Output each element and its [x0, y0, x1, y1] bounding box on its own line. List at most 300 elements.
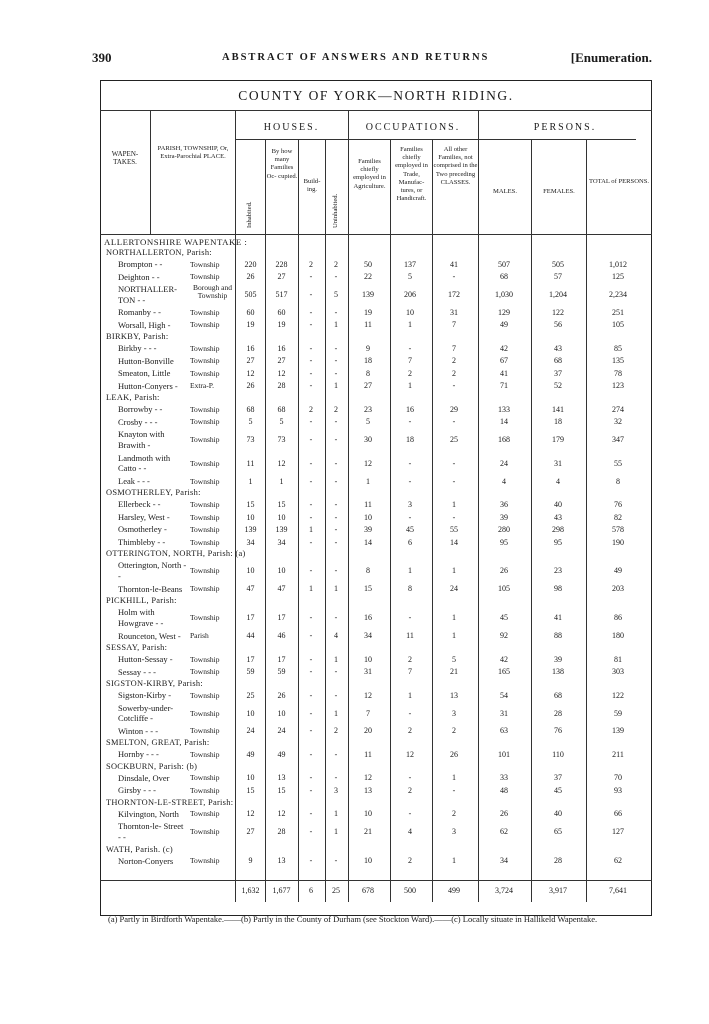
divider [298, 139, 299, 902]
cell-inh: 10 [246, 512, 255, 522]
parish-group-label: OTTERINGTON, NORTH, Parish: (a) [106, 549, 246, 559]
cell-f: 18 [554, 417, 562, 427]
cell-un: - [334, 690, 338, 700]
cell-inh: 27 [246, 356, 255, 366]
rule [100, 880, 652, 881]
cell-t: 251 [612, 307, 624, 317]
cell-inh: 16 [246, 343, 255, 353]
cell-agr: 27 [364, 381, 372, 391]
cell-trd: - [408, 613, 412, 623]
divider [265, 139, 266, 902]
place-type: Township [190, 368, 220, 378]
cell-trd: 2 [408, 856, 412, 866]
place-name: Brompton - - [118, 259, 163, 269]
cell-t: 203 [612, 584, 624, 594]
cell-fam: 46 [277, 631, 286, 641]
cell-m: 34 [500, 856, 508, 866]
cell-oth: 1 [452, 566, 456, 576]
divider [348, 110, 349, 902]
cell-oth: - [452, 476, 456, 486]
cell-un: 2 [334, 726, 338, 736]
cell-trd: - [408, 417, 412, 427]
cell-t: 127 [612, 827, 624, 837]
cell-trd: 18 [406, 435, 414, 445]
place-type: Township [190, 584, 220, 594]
cell-agr: 15 [364, 584, 372, 594]
cell-m: 39 [500, 512, 508, 522]
cell-inh: 15 [246, 785, 255, 795]
cell-bld: - [309, 512, 313, 522]
cell-t: 190 [612, 537, 624, 547]
cell-agr: 11 [364, 320, 372, 330]
cell-oth: 21 [450, 667, 458, 677]
place-name: Hornby - - - [118, 749, 159, 760]
total-agr: 678 [362, 886, 374, 895]
cell-m: 63 [500, 726, 508, 736]
cell-m: 42 [500, 654, 508, 664]
place-name: Ellerbeck - - [118, 499, 161, 510]
place-name: Landmoth with Catto - - [118, 452, 171, 474]
place-type: Township [190, 809, 220, 819]
cell-agr: 21 [364, 827, 372, 837]
cell-inh: 15 [246, 500, 255, 509]
cell-agr: 39 [364, 525, 372, 534]
total-t: 7,641 [609, 886, 627, 895]
cell-inh: 26 [246, 272, 255, 282]
cell-un: - [334, 856, 338, 866]
cell-bld: - [309, 307, 313, 317]
cell-bld: - [309, 708, 313, 718]
parish-group-label: NORTHALLERTON, Parish: [106, 248, 212, 257]
cell-inh: 10 [246, 708, 255, 718]
cell-f: 28 [554, 856, 562, 866]
cell-un: - [334, 749, 338, 759]
cell-oth: - [452, 785, 456, 795]
cell-inh: 220 [244, 259, 257, 269]
place-type: Township [190, 476, 220, 486]
cell-t: 578 [612, 525, 624, 534]
cell-trd: 11 [406, 631, 414, 641]
cell-t: 66 [614, 809, 622, 819]
cell-inh: 47 [246, 584, 255, 594]
cell-m: 101 [498, 749, 510, 759]
header-total: TOTAL of PERSONS. [588, 178, 650, 185]
cell-bld: 1 [309, 584, 313, 594]
divider [586, 139, 587, 902]
cell-un: 5 [334, 290, 338, 299]
cell-m: 31 [500, 708, 508, 718]
place-type: Township [190, 856, 220, 866]
total-f: 3,917 [549, 886, 567, 895]
place-type: Township [190, 749, 220, 759]
place-name: Thornton-le- Street - - [118, 821, 184, 842]
cell-un: 1 [334, 827, 338, 837]
cell-fam: 73 [277, 435, 286, 445]
cell-m: 45 [500, 613, 508, 623]
running-head [92, 48, 652, 68]
place-name: Borrowby - - [118, 404, 163, 415]
place-name: Holm with Howgrave - - [118, 607, 164, 628]
cell-inh: 26 [246, 381, 255, 391]
divider [531, 139, 532, 902]
cell-inh: 9 [248, 856, 253, 866]
place-name: Hutton-Conyers - [118, 380, 178, 391]
cell-inh: 24 [246, 726, 255, 736]
cell-t: 32 [614, 417, 622, 427]
cell-fam: 228 [275, 259, 288, 269]
cell-trd: 1 [408, 320, 412, 330]
cell-bld: - [309, 272, 313, 282]
header-wapentakes: WAPEN- TAKES. [111, 150, 139, 167]
divider [390, 139, 391, 902]
cell-trd: 1 [408, 381, 412, 391]
parish-group-label: THORNTON-LE-STREET, Parish: [106, 797, 234, 807]
cell-un: - [334, 356, 338, 366]
cell-inh: 12 [246, 368, 255, 378]
cell-f: 52 [554, 381, 562, 391]
divider [235, 110, 236, 902]
cell-inh: 17 [246, 613, 255, 623]
running-title: ABSTRACT OF ANSWERS AND RETURNS [222, 52, 490, 63]
cell-t: 211 [612, 749, 624, 759]
place-type: Township [190, 343, 220, 353]
cell-bld: - [309, 654, 313, 664]
cell-m: 4 [502, 476, 506, 486]
place-name: Smeaton, Little [118, 368, 171, 379]
cell-agr: 31 [364, 667, 372, 677]
place-name: Thornton-le-Beans [118, 583, 183, 594]
cell-oth: 13 [450, 690, 458, 700]
place-type: Township [190, 654, 220, 664]
place-name: Leak - - - [118, 475, 150, 486]
cell-oth: - [452, 381, 456, 391]
header-occupations: OCCUPATIONS. [365, 122, 461, 133]
cell-trd: 45 [406, 525, 414, 534]
cell-agr: 20 [364, 726, 372, 736]
cell-fam: 12 [277, 458, 286, 468]
cell-f: 68 [554, 690, 562, 700]
cell-trd: 16 [406, 404, 414, 414]
cell-un: 2 [334, 404, 338, 414]
place-type: Township [190, 356, 220, 366]
cell-t: 85 [614, 343, 622, 353]
cell-trd: 7 [408, 667, 412, 677]
cell-bld: - [309, 631, 313, 641]
cell-agr: 8 [366, 368, 370, 378]
cell-fam: 10 [277, 566, 286, 576]
cell-inh: 68 [246, 404, 255, 414]
cell-bld: - [309, 856, 313, 866]
header-inhabited: Inhabited. [246, 201, 253, 228]
cell-agr: 7 [366, 708, 370, 718]
cell-oth: 1 [452, 856, 456, 866]
cell-agr: 10 [364, 809, 372, 819]
cell-agr: 12 [364, 458, 372, 468]
cell-oth: 31 [450, 307, 458, 317]
cell-trd: 3 [408, 500, 412, 509]
place-name: NORTHALLER- TON - - [118, 284, 177, 305]
cell-fam: 517 [275, 290, 288, 299]
cell-m: 68 [500, 272, 508, 282]
cell-bld: - [309, 667, 313, 677]
cell-trd: - [408, 809, 412, 819]
place-name: Hutton-Sessay - [118, 654, 173, 664]
cell-t: 123 [612, 381, 624, 391]
cell-inh: 139 [244, 525, 257, 534]
cell-m: 14 [500, 417, 508, 427]
place-type: Township [190, 435, 220, 445]
place-type: Township [190, 525, 220, 534]
cell-f: 56 [554, 320, 562, 330]
cell-oth: 1 [452, 613, 456, 623]
divider [432, 139, 433, 902]
cell-oth: 24 [450, 584, 458, 594]
cell-trd: 2 [408, 785, 412, 795]
place-type: Township [190, 566, 220, 576]
cell-un: - [334, 417, 338, 427]
section-label: [Enumeration. [570, 50, 652, 65]
place-type: Township [190, 458, 220, 468]
cell-fam: 15 [277, 500, 286, 509]
parish-group-label: OSMOTHERLEY, Parish: [106, 488, 201, 498]
cell-m: 129 [498, 307, 510, 317]
cell-un: - [334, 537, 338, 547]
total-oth: 499 [448, 886, 460, 895]
cell-inh: 49 [246, 749, 255, 759]
cell-t: 86 [614, 613, 622, 623]
cell-m: 48 [500, 785, 508, 795]
place-name: Otterington, North - - [118, 560, 187, 581]
cell-bld: - [309, 690, 313, 700]
cell-f: 65 [554, 827, 562, 837]
header-by-families: By how many Families Oc- cupied. [266, 148, 298, 180]
parish-group-label: BIRKBY, Parish: [106, 332, 169, 342]
place-name: Winton - - - [118, 725, 159, 736]
cell-m: 133 [498, 404, 510, 414]
cell-oth: 2 [452, 356, 456, 366]
cell-agr: 1 [366, 476, 370, 486]
cell-fam: 49 [277, 749, 286, 759]
cell-un: - [334, 272, 338, 282]
cell-oth: 14 [450, 537, 458, 547]
cell-trd: 7 [408, 356, 412, 366]
cell-agr: 12 [364, 690, 372, 700]
cell-inh: 73 [246, 435, 255, 445]
place-name: Worsall, High - [118, 319, 171, 330]
cell-t: 125 [612, 272, 624, 282]
cell-bld: - [309, 537, 313, 547]
place-name: Sowerby-under- Cotcliffe - [118, 702, 174, 723]
divider [325, 139, 326, 902]
place-type: Township [190, 307, 220, 317]
total-inh: 1,632 [241, 886, 260, 895]
cell-f: 141 [552, 404, 564, 414]
cell-oth: 55 [450, 525, 458, 534]
wapentake-label: ALLERTONSHIRE WAPENTAKE : [104, 237, 248, 247]
cell-un: 1 [334, 320, 338, 330]
cell-t: 62 [614, 856, 622, 866]
total-bld: 6 [309, 886, 313, 895]
cell-f: 45 [554, 785, 562, 795]
cell-oth: 1 [452, 773, 456, 783]
cell-bld: - [309, 566, 313, 576]
cell-t: 1,012 [609, 259, 627, 269]
parish-group-label: WATH, Parish. (c) [106, 844, 173, 854]
cell-t: 78 [614, 368, 622, 378]
place-type: Township [190, 773, 220, 783]
cell-inh: 10 [246, 566, 255, 576]
place-name: Knayton with Brawith - [118, 429, 165, 450]
cell-trd: 5 [408, 272, 412, 282]
cell-oth: 29 [450, 404, 458, 414]
cell-f: 40 [554, 809, 562, 819]
total-trd: 500 [404, 886, 416, 895]
cell-fam: 17 [277, 613, 286, 623]
header-other: All other Families, not comprised in the Two preceding CLASSES. [433, 146, 478, 186]
cell-inh: 59 [246, 667, 255, 677]
cell-t: 274 [612, 404, 624, 414]
cell-fam: 28 [277, 827, 286, 837]
cell-agr: 19 [364, 307, 372, 317]
cell-f: 110 [552, 749, 564, 759]
cell-trd: 4 [408, 827, 412, 837]
cell-un: 3 [334, 785, 338, 795]
cell-un: 1 [334, 654, 338, 664]
cell-trd: 2 [408, 368, 412, 378]
parish-group-label: SMELTON, GREAT, Parish: [106, 738, 210, 748]
cell-m: 92 [500, 631, 508, 641]
cell-un: - [334, 476, 338, 486]
cell-t: 303 [612, 667, 624, 677]
header-building: Build- ing. [303, 178, 321, 194]
cell-f: 40 [554, 500, 562, 509]
cell-agr: 22 [364, 272, 372, 282]
cell-trd: - [408, 708, 412, 718]
cell-un: - [334, 500, 338, 509]
cell-fam: 47 [277, 584, 286, 594]
cell-trd: 1 [408, 566, 412, 576]
cell-trd: 2 [408, 654, 412, 664]
cell-inh: 12 [246, 809, 255, 819]
cell-bld: - [309, 749, 313, 759]
cell-un: - [334, 667, 338, 677]
cell-inh: 60 [246, 307, 255, 317]
cell-bld: 2 [309, 259, 313, 269]
cell-agr: 34 [364, 631, 372, 641]
cell-trd: 12 [406, 749, 414, 759]
place-type: Township [190, 272, 220, 282]
cell-f: 298 [552, 525, 564, 534]
header-persons: PERSONS. [533, 122, 597, 133]
cell-un: - [334, 307, 338, 317]
cell-t: 93 [614, 785, 622, 795]
cell-f: 98 [554, 584, 562, 594]
cell-m: 280 [498, 525, 510, 534]
cell-trd: 10 [406, 307, 414, 317]
cell-agr: 9 [366, 343, 370, 353]
cell-agr: 8 [366, 566, 370, 576]
cell-bld: - [309, 726, 313, 736]
parish-group-label: SIGSTON-KIRBY, Parish: [106, 679, 204, 688]
place-name: Crosby - - - [118, 416, 158, 427]
cell-fam: 13 [277, 773, 286, 783]
cell-oth: 3 [452, 827, 456, 837]
cell-agr: 5 [366, 417, 370, 427]
place-type: Extra-P. [190, 381, 214, 391]
cell-bld: - [309, 500, 313, 509]
cell-bld: - [309, 476, 313, 486]
cell-fam: 13 [277, 856, 286, 866]
cell-fam: 17 [277, 654, 286, 664]
cell-t: 122 [612, 690, 624, 700]
header-houses: HOUSES. [263, 122, 320, 133]
cell-agr: 14 [364, 537, 372, 547]
cell-inh: 17 [246, 654, 255, 664]
cell-bld: 1 [309, 525, 313, 534]
cell-f: 57 [554, 272, 562, 282]
cell-un: 4 [334, 631, 338, 641]
cell-f: 1,204 [549, 290, 567, 299]
cell-inh: 10 [246, 773, 255, 783]
parish-group-label: LEAK, Parish: [106, 393, 160, 403]
cell-inh: 34 [246, 537, 255, 547]
page-number: 390 [92, 50, 112, 65]
cell-m: 62 [500, 827, 508, 837]
cell-t: 180 [612, 631, 624, 641]
total-m: 3,724 [495, 886, 513, 895]
total-fam: 1,677 [272, 886, 291, 895]
cell-inh: 5 [248, 417, 253, 427]
cell-fam: 68 [277, 404, 286, 414]
header-trade: Families chiefly employed in Trade, Manufac- tures, or Handicraft. [395, 146, 428, 203]
place-type: Township [190, 667, 220, 677]
cell-m: 36 [500, 500, 508, 509]
cell-oth: 7 [452, 320, 456, 330]
header-uninhabited: Uninhabited. [332, 193, 339, 228]
place-name: Sigston-Kirby - [118, 690, 172, 700]
rule [100, 234, 652, 235]
cell-oth: 2 [452, 809, 456, 819]
cell-t: 2,234 [609, 290, 627, 299]
cell-f: 28 [554, 708, 562, 718]
cell-fam: 12 [277, 809, 286, 819]
cell-un: 1 [334, 381, 338, 391]
cell-m: 49 [500, 320, 508, 330]
cell-m: 71 [500, 381, 508, 391]
cell-oth: 2 [452, 726, 456, 736]
cell-trd: 206 [404, 290, 416, 299]
cell-fam: 27 [277, 272, 286, 282]
cell-un: - [334, 613, 338, 623]
cell-fam: 12 [277, 368, 286, 378]
cell-bld: - [309, 381, 313, 391]
cell-oth: - [452, 512, 456, 522]
cell-un: - [334, 458, 338, 468]
cell-bld: 2 [309, 404, 313, 414]
cell-agr: 16 [364, 613, 372, 623]
cell-agr: 18 [364, 356, 372, 366]
place-type: Township [190, 690, 220, 700]
cell-bld: - [309, 785, 313, 795]
cell-f: 76 [554, 726, 562, 736]
cell-agr: 30 [364, 435, 372, 445]
cell-trd: - [408, 476, 412, 486]
place-name: Girsby - - - [118, 785, 157, 796]
cell-t: 76 [614, 500, 622, 509]
place-type: Township [190, 537, 220, 547]
cell-oth: 1 [452, 500, 456, 509]
cell-f: 138 [552, 667, 564, 677]
